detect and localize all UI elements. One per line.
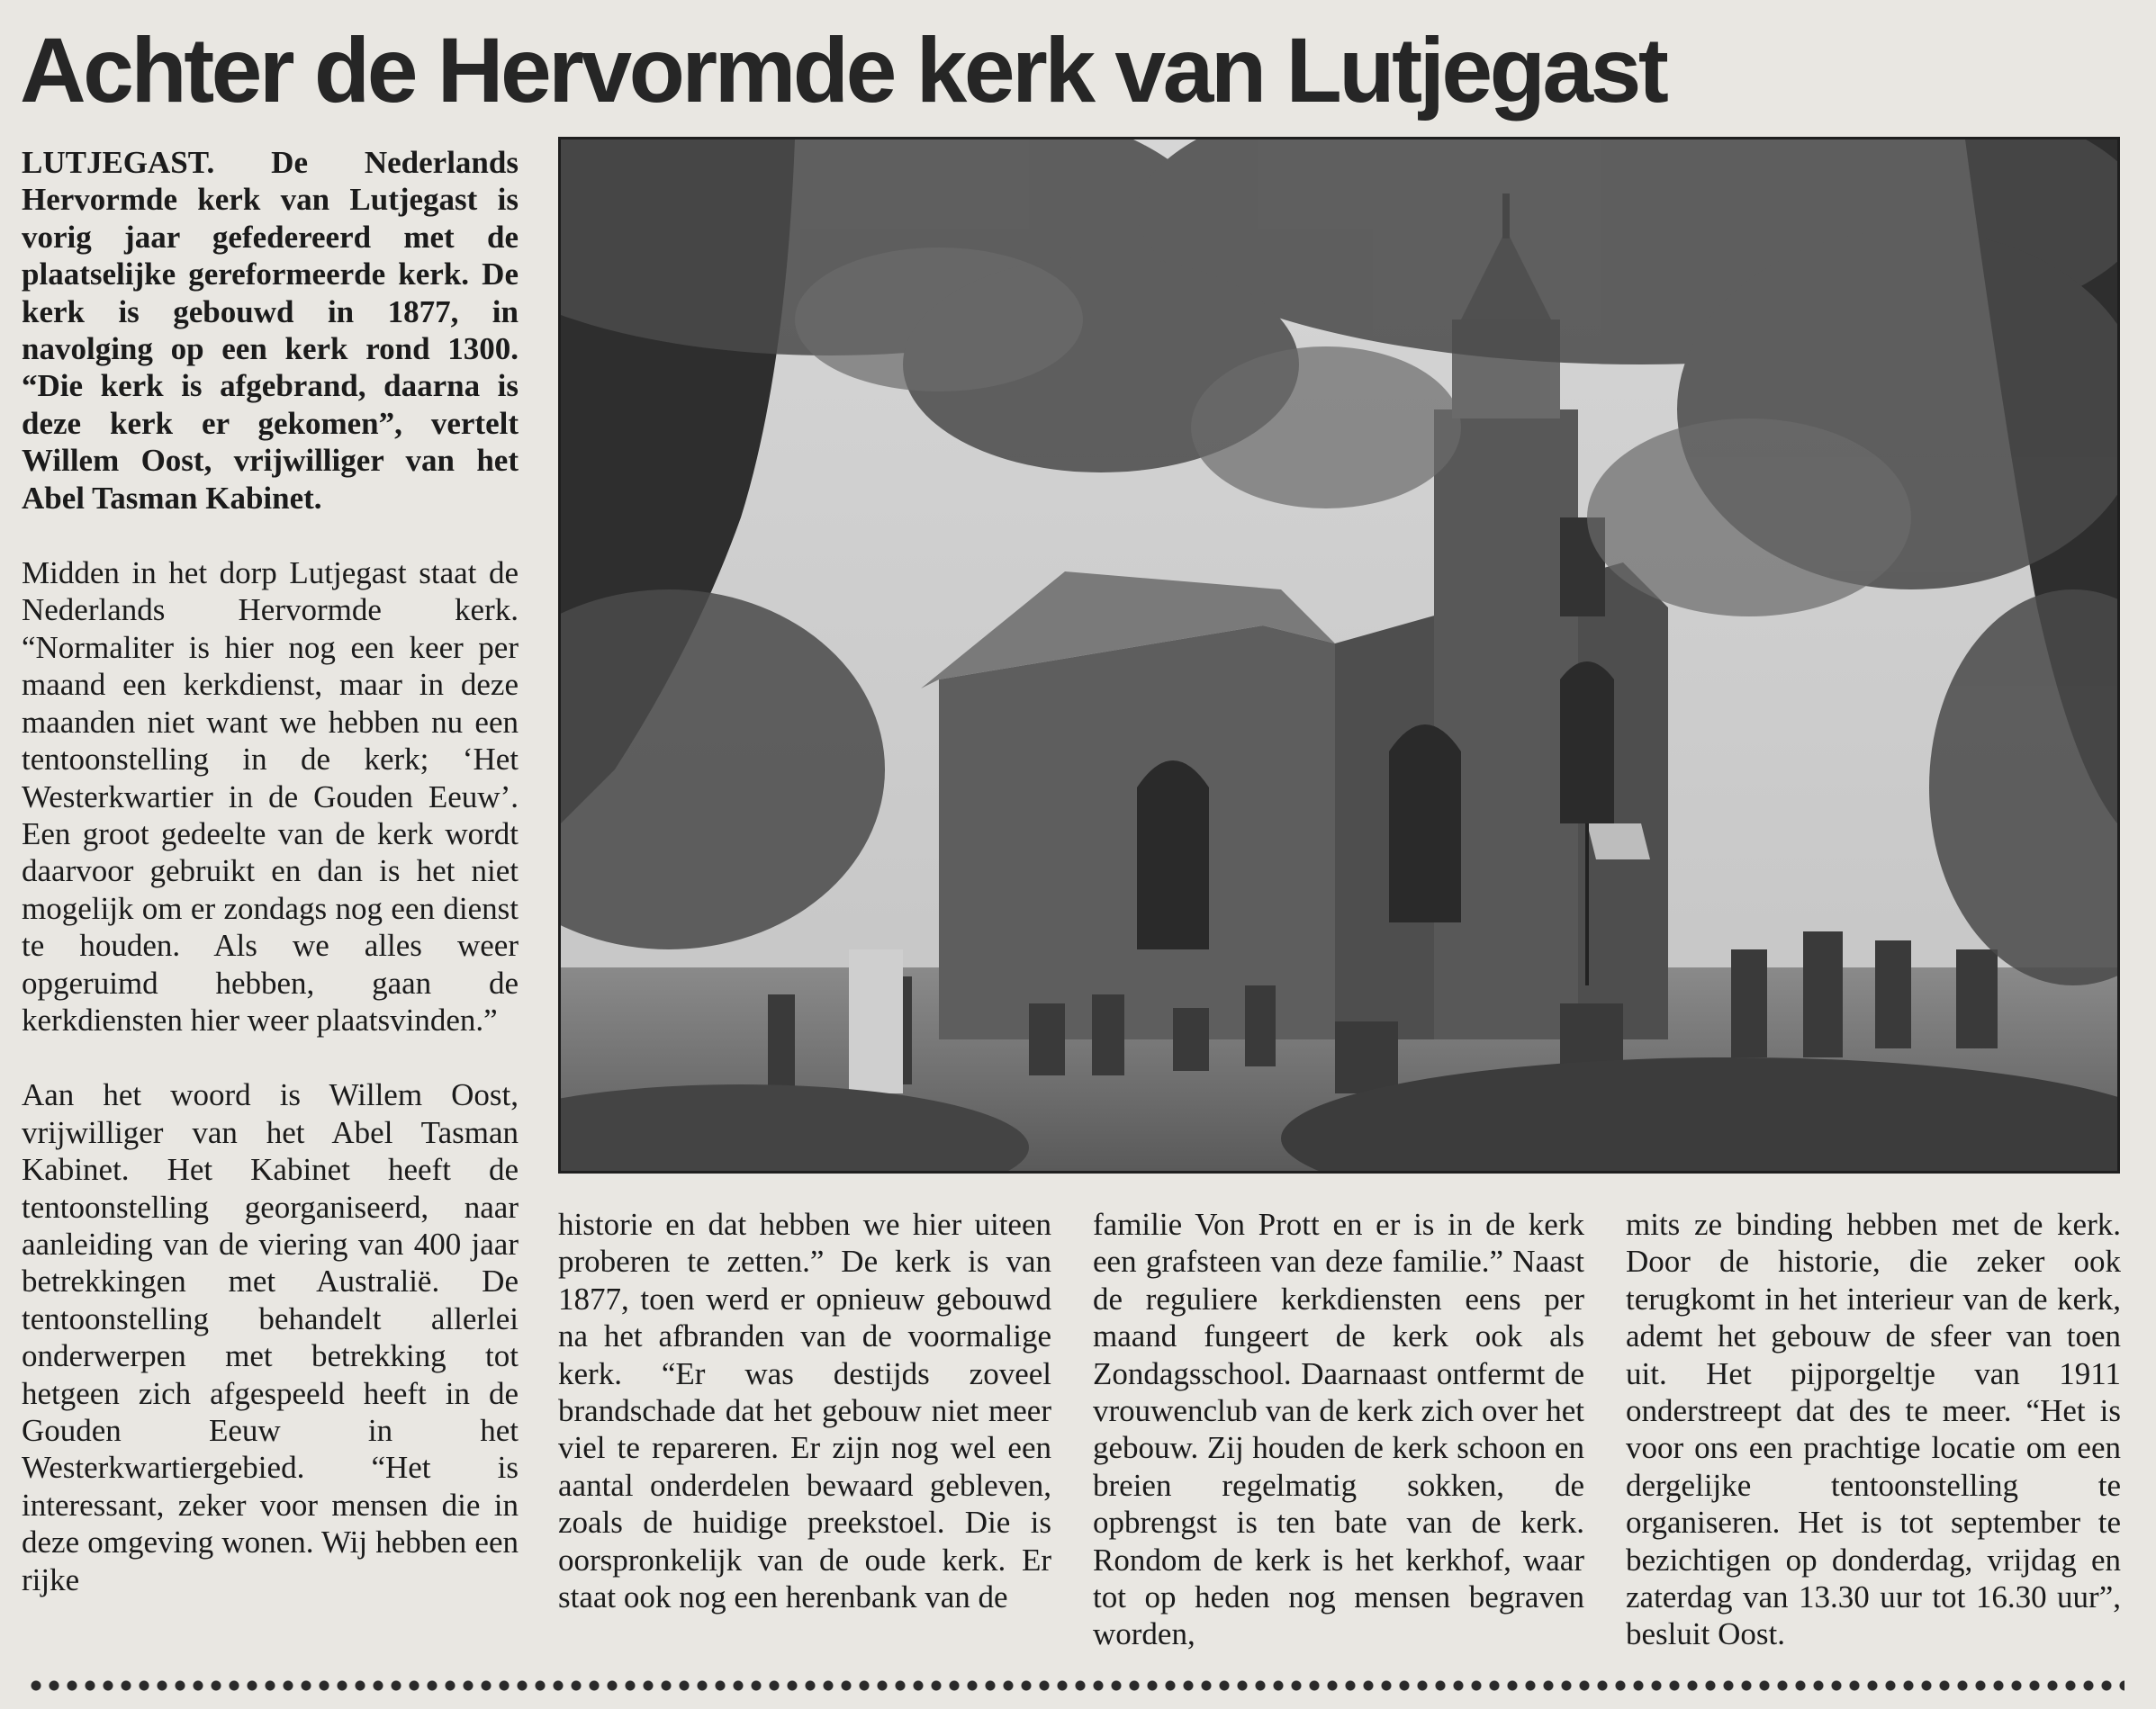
lead-paragraph: LUTJEGAST. De Nederlands Hervormde kerk van Lutjegast is vorig jaar gefedereerd met de plaatselijke gereformeerde kerk. De kerk is gebouwd in 1877, in navolging op een kerk rond 1300. “Die kerk is afgebrand, daarna is deze kerk er gekomen”, vertelt Willem Oost, vrijwilliger van het Abel Tasman Kabinet. bbox=[22, 145, 519, 516]
text-column-2 bbox=[558, 1206, 1051, 1665]
body-paragraph: mits ze binding hebben met de kerk. Door de historie, die zeker ook terugkomt in het interieur van de kerk, ademt het gebouw de sfeer van toen uit. Het pijporgeltje van 1911 onderstreept dat des te meer. “Het is voor ons een prachtige locatie om een dergelijke tentoonstelling te organiseren. Het is tot september te bezichtigen op donderdag, vrijdag en zaterdag van 13.30 uur tot 16.30 uur”, besluit Oost. bbox=[1626, 1207, 2121, 1652]
dotted-divider bbox=[27, 1679, 2124, 1692]
text-column-1 bbox=[22, 144, 519, 1674]
church-photo bbox=[558, 137, 2120, 1174]
body-paragraph: Aan het woord is Willem Oost, vrijwilliger van het Abel Tasman Kabinet. Het Kabinet heeft de tentoonstelling georganiseerd, naar aanleiding van de viering van 400 jaar betrekkingen met Australië. De tentoonstelling behandelt allerlei onderwerpen met betrekking tot hetgeen zich afgespeeld heeft in de Gouden Eeuw in het Westerkwartiergebied. “Het is interessant, zeker voor mensen die in deze omgeving wonen. Wij hebben een rijke bbox=[22, 1077, 519, 1597]
body-paragraph: familie Von Prott en er is in de kerk een grafsteen van deze familie.” Naast de reguliere kerkdiensten eens per maand fungeert de kerk ook als Zondagsschool. Daarnaast ontfermt de vrouwenclub van de kerk zich over het gebouw. Zij houden de kerk schoon en breien regelmatig sokken, de opbrengst is ten bate van de kerk. Rondom de kerk is het kerkhof, waar tot op heden nog mensen begraven worden, bbox=[1093, 1207, 1584, 1652]
body-paragraph: Midden in het dorp Lutjegast staat de Nederlands Hervormde kerk. “Normaliter is hier nog een keer per maand een kerkdienst, maar in deze maanden niet want we hebben nu een tentoonstelling in de kerk; ‘Het Westerkwartier in de Gouden Eeuw’. Een groot gedeelte van de kerk wordt daarvoor gebruikt en dan is het niet mogelijk om er zondags nog een dienst te houden. Als we alles weer opgeruimd hebben, gaan de kerkdiensten hier weer plaatsvinden.” bbox=[22, 555, 519, 1038]
text-column-3 bbox=[1093, 1206, 1584, 1665]
text-column-4 bbox=[1626, 1206, 2121, 1665]
headline: Achter de Hervormde kerk van Lutjegast bbox=[20, 19, 1666, 121]
body-paragraph: historie en dat hebben we hier uiteen proberen te zetten.” De kerk is van 1877, toen werd er opnieuw gebouwd na het afbranden van de voormalige kerk. “Er was destijds zoveel brandschade dat het gebouw niet meer viel te repareren. Er zijn nog wel een aantal onderdelen bewaard gebleven, zoals de huidige preekstoel. Die is oorspronkelijk van de oude kerk. Er staat ook nog een herenbank van de bbox=[558, 1207, 1051, 1615]
